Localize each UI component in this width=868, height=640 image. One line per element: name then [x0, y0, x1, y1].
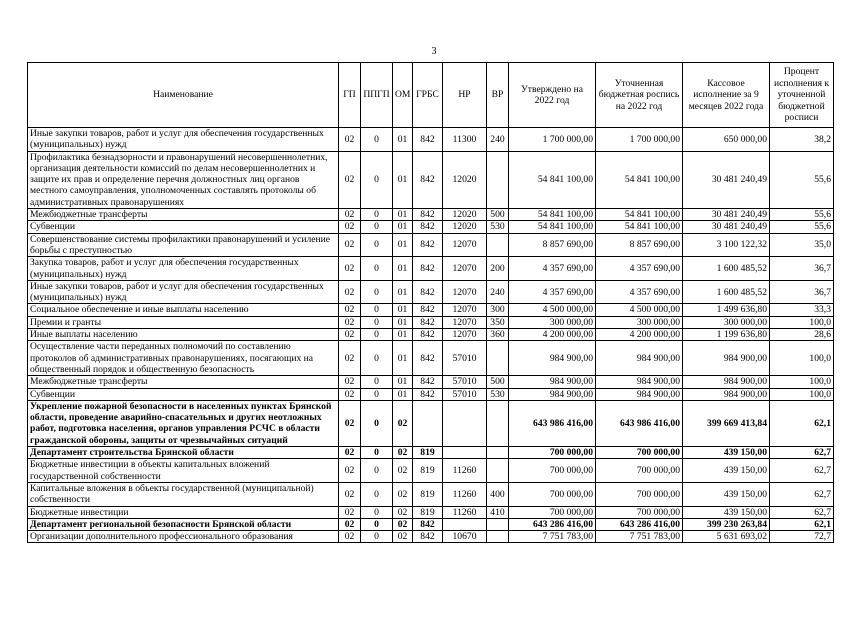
cell-name: Субвенции — [28, 221, 339, 233]
cell-percent: 62,7 — [770, 447, 834, 459]
cell-gp: 02 — [339, 329, 361, 341]
table-body — [28, 128, 834, 543]
cell-vr — [487, 518, 509, 530]
cell-refined: 54 841 100,00 — [596, 151, 683, 208]
cell-om: 02 — [393, 482, 413, 506]
cell-cash: 984 900,00 — [683, 388, 770, 400]
cell-percent: 62,7 — [770, 459, 834, 483]
cell-approved: 700 000,00 — [509, 482, 596, 506]
cell-vr — [487, 459, 509, 483]
cell-om: 02 — [393, 447, 413, 459]
header-ppgp: ППГП — [361, 63, 393, 128]
cell-name: Укрепление пожарной безопасности в населенных пунктах Брянской области, проведение аварийно-спасательных и других неотложных работ, подготовка населения, органов управления РСЧС в области гражданской обороны, защиты от чрезвычайных ситуаций — [28, 400, 339, 446]
cell-percent: 100,0 — [770, 388, 834, 400]
table-row — [28, 376, 834, 388]
cell-vr: 350 — [487, 316, 509, 328]
cell-gp: 02 — [339, 304, 361, 316]
cell-ppgp: 0 — [361, 482, 393, 506]
cell-ppgp: 0 — [361, 280, 393, 304]
cell-nr: 11260 — [443, 459, 487, 483]
cell-vr: 530 — [487, 221, 509, 233]
cell-nr: 57010 — [443, 341, 487, 376]
cell-nr — [443, 400, 487, 446]
cell-gp: 02 — [339, 459, 361, 483]
cell-ppgp: 0 — [361, 376, 393, 388]
cell-grbs: 819 — [413, 482, 443, 506]
cell-ppgp: 0 — [361, 506, 393, 518]
cell-grbs: 842 — [413, 280, 443, 304]
cell-approved: 984 900,00 — [509, 341, 596, 376]
cell-name: Субвенции — [28, 388, 339, 400]
cell-ppgp: 0 — [361, 151, 393, 208]
cell-percent: 72,7 — [770, 531, 834, 543]
cell-gp: 02 — [339, 280, 361, 304]
table-row — [28, 221, 834, 233]
cell-cash: 5 631 693,02 — [683, 531, 770, 543]
header-percent: Процент исполнения к уточненной бюджетной росписи — [770, 63, 834, 128]
table-row — [28, 304, 834, 316]
cell-refined: 984 900,00 — [596, 388, 683, 400]
cell-nr: 12070 — [443, 329, 487, 341]
cell-gp: 02 — [339, 531, 361, 543]
cell-vr — [487, 447, 509, 459]
cell-refined: 300 000,00 — [596, 316, 683, 328]
cell-vr — [487, 341, 509, 376]
cell-ppgp: 0 — [361, 233, 393, 257]
cell-om: 01 — [393, 151, 413, 208]
cell-percent: 62,7 — [770, 482, 834, 506]
cell-ppgp: 0 — [361, 128, 393, 152]
cell-percent: 38,2 — [770, 128, 834, 152]
cell-vr — [487, 233, 509, 257]
cell-refined: 4 200 000,00 — [596, 329, 683, 341]
cell-cash: 1 199 636,80 — [683, 329, 770, 341]
cell-approved: 984 900,00 — [509, 388, 596, 400]
cell-grbs: 842 — [413, 257, 443, 281]
cell-om: 01 — [393, 221, 413, 233]
cell-percent: 36,7 — [770, 280, 834, 304]
cell-om: 01 — [393, 388, 413, 400]
cell-approved: 984 900,00 — [509, 376, 596, 388]
cell-ppgp: 0 — [361, 400, 393, 446]
cell-vr: 500 — [487, 376, 509, 388]
cell-name: Межбюджетные трансферты — [28, 209, 339, 221]
table-row — [28, 341, 834, 376]
cell-cash: 439 150,00 — [683, 447, 770, 459]
cell-percent: 100,0 — [770, 376, 834, 388]
cell-vr: 200 — [487, 257, 509, 281]
cell-percent: 33,3 — [770, 304, 834, 316]
cell-ppgp: 0 — [361, 209, 393, 221]
header-approved: Утверждено на 2022 год — [509, 63, 596, 128]
header-om: ОМ — [393, 63, 413, 128]
cell-om: 01 — [393, 257, 413, 281]
cell-cash: 984 900,00 — [683, 376, 770, 388]
cell-vr: 360 — [487, 329, 509, 341]
cell-approved: 700 000,00 — [509, 459, 596, 483]
cell-vr: 400 — [487, 482, 509, 506]
cell-refined: 8 857 690,00 — [596, 233, 683, 257]
cell-ppgp: 0 — [361, 388, 393, 400]
cell-name: Департамент региональной безопасности Брянской области — [28, 518, 339, 530]
cell-approved: 4 357 690,00 — [509, 280, 596, 304]
table-row — [28, 280, 834, 304]
cell-cash: 1 499 636,80 — [683, 304, 770, 316]
cell-cash: 439 150,00 — [683, 482, 770, 506]
cell-gp: 02 — [339, 376, 361, 388]
cell-name: Социальное обеспечение и иные выплаты населению — [28, 304, 339, 316]
cell-nr — [443, 447, 487, 459]
cell-refined: 643 286 416,00 — [596, 518, 683, 530]
header-name: Наименование — [28, 63, 339, 128]
cell-gp: 02 — [339, 151, 361, 208]
cell-vr: 240 — [487, 128, 509, 152]
cell-vr: 300 — [487, 304, 509, 316]
cell-grbs: 842 — [413, 316, 443, 328]
cell-ppgp: 0 — [361, 531, 393, 543]
header-grbs: ГРБС — [413, 63, 443, 128]
cell-cash: 30 481 240,49 — [683, 209, 770, 221]
cell-om: 02 — [393, 400, 413, 446]
cell-name: Профилактика безнадзорности и правонарушений несовершеннолетних, организация деятельности комиссий по делам несовершеннолетних и защите их прав и определение перечня должностных лиц органов местного самоуправления, уполномоченных составлять протоколы об административных правонарушениях — [28, 151, 339, 208]
cell-grbs: 842 — [413, 151, 443, 208]
cell-approved: 700 000,00 — [509, 447, 596, 459]
cell-vr: 500 — [487, 209, 509, 221]
cell-om: 01 — [393, 329, 413, 341]
cell-cash: 1 600 485,52 — [683, 280, 770, 304]
table-row — [28, 531, 834, 543]
cell-nr: 12070 — [443, 233, 487, 257]
cell-percent: 62,1 — [770, 518, 834, 530]
cell-grbs: 842 — [413, 341, 443, 376]
cell-approved: 4 500 000,00 — [509, 304, 596, 316]
cell-om: 02 — [393, 506, 413, 518]
cell-refined: 1 700 000,00 — [596, 128, 683, 152]
cell-name: Совершенствование системы профилактики правонарушений и усиление борьбы с преступностью — [28, 233, 339, 257]
cell-refined: 984 900,00 — [596, 376, 683, 388]
header-gp: ГП — [339, 63, 361, 128]
cell-grbs: 819 — [413, 459, 443, 483]
cell-name: Иные выплаты населению — [28, 329, 339, 341]
cell-grbs: 842 — [413, 531, 443, 543]
header-refined: Уточненная бюджетная роспись на 2022 год — [596, 63, 683, 128]
cell-cash: 300 000,00 — [683, 316, 770, 328]
cell-ppgp: 0 — [361, 304, 393, 316]
cell-percent: 62,1 — [770, 400, 834, 446]
cell-approved: 4 200 000,00 — [509, 329, 596, 341]
cell-om: 02 — [393, 518, 413, 530]
table-row — [28, 233, 834, 257]
cell-refined: 4 500 000,00 — [596, 304, 683, 316]
cell-nr: 11260 — [443, 482, 487, 506]
cell-name: Осуществление части переданных полномочий по составлению протоколов об административных правонарушениях, посягающих на общественный порядок и общественную безопасность — [28, 341, 339, 376]
cell-gp: 02 — [339, 233, 361, 257]
cell-nr: 12020 — [443, 151, 487, 208]
cell-refined: 700 000,00 — [596, 482, 683, 506]
cell-gp: 02 — [339, 221, 361, 233]
cell-om: 01 — [393, 376, 413, 388]
table-row — [28, 151, 834, 208]
cell-grbs — [413, 400, 443, 446]
table-row — [28, 257, 834, 281]
cell-refined: 700 000,00 — [596, 447, 683, 459]
cell-gp: 02 — [339, 482, 361, 506]
cell-name: Иные закупки товаров, работ и услуг для обеспечения государственных (муниципальных) нужд — [28, 128, 339, 152]
cell-refined: 54 841 100,00 — [596, 221, 683, 233]
cell-refined: 700 000,00 — [596, 459, 683, 483]
cell-name: Премии и гранты — [28, 316, 339, 328]
cell-vr: 530 — [487, 388, 509, 400]
cell-name: Департамент строительства Брянской области — [28, 447, 339, 459]
cell-gp: 02 — [339, 128, 361, 152]
cell-nr: 12070 — [443, 316, 487, 328]
cell-ppgp: 0 — [361, 329, 393, 341]
cell-grbs: 842 — [413, 128, 443, 152]
cell-refined: 984 900,00 — [596, 341, 683, 376]
cell-percent: 36,7 — [770, 257, 834, 281]
cell-ppgp: 0 — [361, 316, 393, 328]
cell-gp: 02 — [339, 518, 361, 530]
cell-refined: 643 986 416,00 — [596, 400, 683, 446]
cell-approved: 643 286 416,00 — [509, 518, 596, 530]
cell-percent: 100,0 — [770, 341, 834, 376]
cell-nr: 11300 — [443, 128, 487, 152]
header-vr: ВР — [487, 63, 509, 128]
cell-approved: 54 841 100,00 — [509, 209, 596, 221]
cell-name: Капитальные вложения в объекты государственной (муниципальной) собственности — [28, 482, 339, 506]
cell-nr: 11260 — [443, 506, 487, 518]
cell-approved: 300 000,00 — [509, 316, 596, 328]
table-row — [28, 329, 834, 341]
cell-name: Бюджетные инвестиции в объекты капитальных вложений государственной собственности — [28, 459, 339, 483]
cell-name: Бюджетные инвестиции — [28, 506, 339, 518]
cell-name: Организации дополнительного профессионального образования — [28, 531, 339, 543]
cell-gp: 02 — [339, 209, 361, 221]
cell-nr: 12070 — [443, 257, 487, 281]
cell-grbs: 819 — [413, 447, 443, 459]
cell-nr: 10670 — [443, 531, 487, 543]
cell-approved: 54 841 100,00 — [509, 151, 596, 208]
cell-gp: 02 — [339, 400, 361, 446]
cell-gp: 02 — [339, 341, 361, 376]
cell-refined: 54 841 100,00 — [596, 209, 683, 221]
budget-table — [27, 62, 834, 543]
cell-grbs: 842 — [413, 388, 443, 400]
cell-approved: 643 986 416,00 — [509, 400, 596, 446]
cell-gp: 02 — [339, 506, 361, 518]
cell-om: 01 — [393, 316, 413, 328]
cell-cash: 650 000,00 — [683, 128, 770, 152]
cell-gp: 02 — [339, 257, 361, 281]
cell-nr: 57010 — [443, 376, 487, 388]
cell-ppgp: 0 — [361, 447, 393, 459]
cell-nr: 12070 — [443, 280, 487, 304]
cell-nr: 57010 — [443, 388, 487, 400]
cell-om: 01 — [393, 233, 413, 257]
table-row — [28, 518, 834, 530]
cell-grbs: 842 — [413, 304, 443, 316]
table-row — [28, 447, 834, 459]
cell-grbs: 842 — [413, 376, 443, 388]
cell-gp: 02 — [339, 316, 361, 328]
cell-vr — [487, 151, 509, 208]
cell-cash: 30 481 240,49 — [683, 151, 770, 208]
cell-ppgp: 0 — [361, 221, 393, 233]
cell-nr: 12020 — [443, 221, 487, 233]
cell-percent: 55,6 — [770, 151, 834, 208]
cell-ppgp: 0 — [361, 341, 393, 376]
cell-cash: 30 481 240,49 — [683, 221, 770, 233]
cell-cash: 439 150,00 — [683, 506, 770, 518]
table-row — [28, 459, 834, 483]
table-row — [28, 506, 834, 518]
cell-om: 01 — [393, 280, 413, 304]
cell-om: 01 — [393, 341, 413, 376]
cell-vr: 410 — [487, 506, 509, 518]
cell-grbs: 842 — [413, 518, 443, 530]
cell-refined: 4 357 690,00 — [596, 257, 683, 281]
cell-approved: 700 000,00 — [509, 506, 596, 518]
cell-refined: 4 357 690,00 — [596, 280, 683, 304]
cell-om: 02 — [393, 531, 413, 543]
cell-percent: 100,0 — [770, 316, 834, 328]
cell-cash: 399 230 263,84 — [683, 518, 770, 530]
cell-percent: 55,6 — [770, 209, 834, 221]
table-row — [28, 400, 834, 446]
cell-om: 01 — [393, 209, 413, 221]
cell-ppgp: 0 — [361, 518, 393, 530]
cell-gp: 02 — [339, 447, 361, 459]
cell-ppgp: 0 — [361, 257, 393, 281]
table-header-row — [28, 63, 834, 128]
cell-percent: 28,6 — [770, 329, 834, 341]
cell-cash: 984 900,00 — [683, 341, 770, 376]
cell-nr: 12070 — [443, 304, 487, 316]
cell-percent: 62,7 — [770, 506, 834, 518]
cell-grbs: 842 — [413, 221, 443, 233]
cell-vr — [487, 400, 509, 446]
cell-gp: 02 — [339, 388, 361, 400]
cell-cash: 399 669 413,84 — [683, 400, 770, 446]
cell-vr: 240 — [487, 280, 509, 304]
page-number: 3 — [431, 46, 437, 57]
header-nr: НР — [443, 63, 487, 128]
cell-refined: 700 000,00 — [596, 506, 683, 518]
header-cash: Кассовое исполнение за 9 месяцев 2022 года — [683, 63, 770, 128]
cell-approved: 4 357 690,00 — [509, 257, 596, 281]
table-row — [28, 128, 834, 152]
cell-approved: 8 857 690,00 — [509, 233, 596, 257]
cell-refined: 7 751 783,00 — [596, 531, 683, 543]
cell-nr — [443, 518, 487, 530]
cell-ppgp: 0 — [361, 459, 393, 483]
table-row — [28, 316, 834, 328]
cell-om: 01 — [393, 128, 413, 152]
cell-percent: 55,6 — [770, 221, 834, 233]
cell-name: Межбюджетные трансферты — [28, 376, 339, 388]
cell-percent: 35,0 — [770, 233, 834, 257]
cell-grbs: 842 — [413, 233, 443, 257]
table-row — [28, 482, 834, 506]
table-row — [28, 388, 834, 400]
cell-om: 02 — [393, 459, 413, 483]
cell-approved: 54 841 100,00 — [509, 221, 596, 233]
cell-om: 01 — [393, 304, 413, 316]
cell-nr: 12020 — [443, 209, 487, 221]
cell-vr — [487, 531, 509, 543]
cell-name: Иные закупки товаров, работ и услуг для обеспечения государственных (муниципальных) нужд — [28, 280, 339, 304]
cell-cash: 3 100 122,32 — [683, 233, 770, 257]
cell-name: Закупка товаров, работ и услуг для обеспечения государственных (муниципальных) нужд — [28, 257, 339, 281]
cell-approved: 7 751 783,00 — [509, 531, 596, 543]
cell-grbs: 842 — [413, 209, 443, 221]
table-row — [28, 209, 834, 221]
cell-cash: 1 600 485,52 — [683, 257, 770, 281]
cell-approved: 1 700 000,00 — [509, 128, 596, 152]
cell-cash: 439 150,00 — [683, 459, 770, 483]
cell-grbs: 819 — [413, 506, 443, 518]
cell-grbs: 842 — [413, 329, 443, 341]
